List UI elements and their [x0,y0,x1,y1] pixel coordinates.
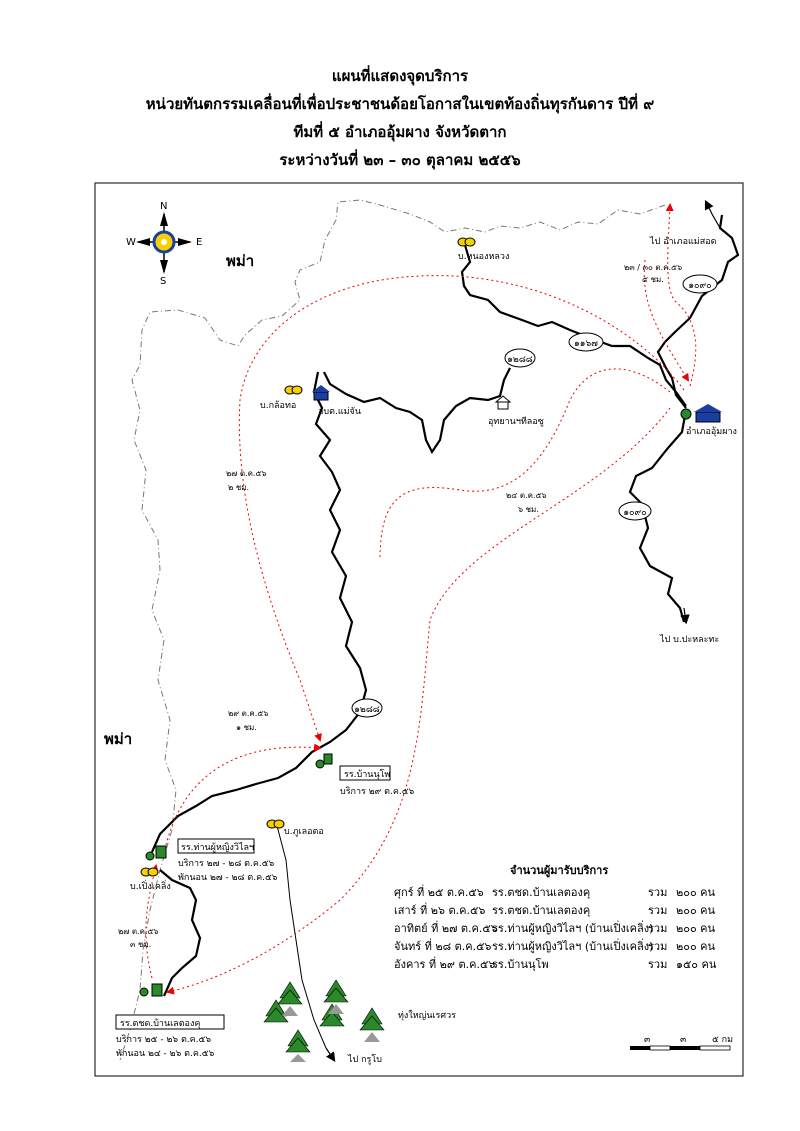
legend-school: รร.ตชด.บ้านเลตองคุ [492,904,591,917]
legend-total: รวม [648,922,668,935]
legend-school: รร.ตชด.บ้านเลตองคุ [492,886,591,899]
arrow-to-maesot [706,202,720,228]
legend-total: รวม [648,958,668,971]
exit-to-palata: ไป บ.ปะหละทะ [660,635,720,645]
school-lertongku-service: บริการ ๒๕ - ๒๖ ต.ค.๕๖ [116,1035,212,1045]
trip1-date: ๒๓ / ๓๐ ต.ค.๕๖ [624,263,683,272]
place-pukrelo: บ.ภูเลอตอ [284,827,324,837]
road-label-1090-top: ๑๐๙๐ [688,281,712,291]
legend-school: รร.บ้านนุโพ [492,958,549,971]
region-burma-top: พม่า [226,252,255,270]
road-label-1090-mid: ๑๐๙๐ [623,508,647,518]
legend-day: อาทิตย์ ที่ ๒๗ ต.ค.๕๖ [394,922,498,935]
scale-tick-0: ๓ [644,1035,651,1045]
scale-tick-2: ๕ กม [712,1035,734,1045]
region-burma-left: พม่า [104,730,133,748]
map-title-line2: หน่วยทันตกรรมเคลื่อนที่เพื่อประชาชนด้อยโอกาสในเขตท้องถิ่นทุรกันดาร ปีที่ ๙ [145,95,655,113]
school-icon [140,984,162,996]
route-umphang-loop [380,369,670,560]
legend-school: รร.ท่านผู้หญิงวิไลฯ (บ้านเปิ่งเคลิ่ง) [492,940,654,953]
exit-to-kroebo: ไป กรูโบ [348,1055,382,1065]
legend-day: จันทร์ ที่ ๒๘ ต.ค.๕๖ [394,940,492,953]
school-icon [316,754,332,768]
district-office-icon [681,404,722,422]
trip3-hours: ๒ ชม. [228,483,250,492]
road-label-1288-low: ๑๒๘๘ [354,705,380,715]
trip2-date: ๒๔ ต.ค.๕๖ [506,491,547,500]
legend-count: ๒๐๐ คน [676,886,716,899]
legend-count: ๒๐๐ คน [676,922,716,935]
compass-e: E [196,237,203,248]
legend-count: ๒๐๐ คน [676,940,716,953]
exit-to-maesot: ไป อำเภอแม่สอด [650,237,717,247]
legend-day: ศุกร์ ที่ ๒๕ ต.ค.๕๖ [394,886,484,899]
school-thanphuying-name: รร.ท่านผู้หญิงวิไลฯ [181,843,255,853]
legend-title: จำนวนผู้มารับบริการ [510,864,609,877]
map-title-line1: แผนที่แสดงจุดบริการ [331,67,469,85]
place-forest: ทุ่งใหญ่นเรศวร [398,1011,456,1021]
place-nonglueang: บ.หนองหลวง [458,252,510,262]
compass-rose [126,201,202,287]
forest-icon [264,980,384,1062]
place-park: อุทยานฯทีลอซู [488,417,544,427]
road-label-1288: ๑๒๘๘ [507,355,533,365]
place-obt-maechan: อบต.แม่จัน [318,407,361,417]
village-icon [141,868,158,876]
map-title-line3: ทีมที่ ๕ อำเภออุ้มผาง จังหวัดตาก [293,123,507,141]
road-label-1167: ๑๑๖๗ [574,339,598,349]
school-thanphuying-stay: พักนอน ๒๗ - ๒๘ ต.ค.๕๖ [178,873,278,883]
legend-total: รวม [648,904,668,917]
compass-s: S [160,276,167,287]
legend-day: เสาร์ ที่ ๒๖ ต.ค.๕๖ [394,904,486,917]
trip3-date: ๒๗ ต.ค.๕๖ [226,469,267,478]
trip1-hours: ๕ ชม. [642,275,664,284]
compass-n: N [160,201,168,212]
legend-school: รร.ท่านผู้หญิงวิไลฯ (บ้านเปิ่งเคลิ่ง) [492,922,654,935]
trip2-hours: ๖ ชม. [518,505,539,514]
compass-w: W [126,237,136,248]
trip5-hours: ๓ ชม. [130,940,152,949]
school-bannupo-service: บริการ ๒๙ ต.ค.๕๖ [340,787,415,797]
school-lertongku-stay: พักนอน ๒๔ - ๒๖ ต.ค.๕๖ [116,1049,215,1059]
map-title-line4: ระหว่างวันที่ ๒๓ – ๓๐ ตุลาคม ๒๕๕๖ [279,151,521,169]
legend-count: ๑๕๐ คน [676,958,717,971]
scale-tick-1: ๓ [680,1035,687,1045]
village-icon [267,820,284,828]
place-penkleng: บ.เปิ่งเคลิ่ง [130,882,171,892]
legend-count: ๒๐๐ คน [676,904,716,917]
legend-table [394,884,717,971]
road-main-south [152,372,366,852]
legend-day: อังคาร ที่ ๒๙ ต.ค.๕๖ [394,958,496,971]
school-lertongku-name: รร.ตชด.บ้านเลตองคุ [120,1019,201,1029]
park-icon [496,396,510,409]
scale-bar [630,1035,733,1050]
school-bannupo-name: รร.บ้านนุโพ [344,770,391,780]
school-icon [146,846,166,860]
trip4-hours: ๑ ชม. [236,723,257,732]
place-klotho: บ.กล้อทอ [260,401,297,411]
legend-total: รวม [648,940,668,953]
route-umphang-north [668,205,696,386]
trip5-date: ๒๗ ต.ค.๕๖ [118,927,159,936]
village-icon [285,386,302,394]
arrow-to-kroebo [326,1048,334,1060]
place-umphang: อำเภออุ้มผาง [686,427,737,437]
legend-total: รวม [648,886,668,899]
trip4-date: ๒๙ ต.ค.๕๖ [228,709,269,718]
village-icon [458,238,475,246]
school-thanphuying-service: บริการ ๒๗ - ๒๘ ต.ค.๕๖ [178,859,275,869]
